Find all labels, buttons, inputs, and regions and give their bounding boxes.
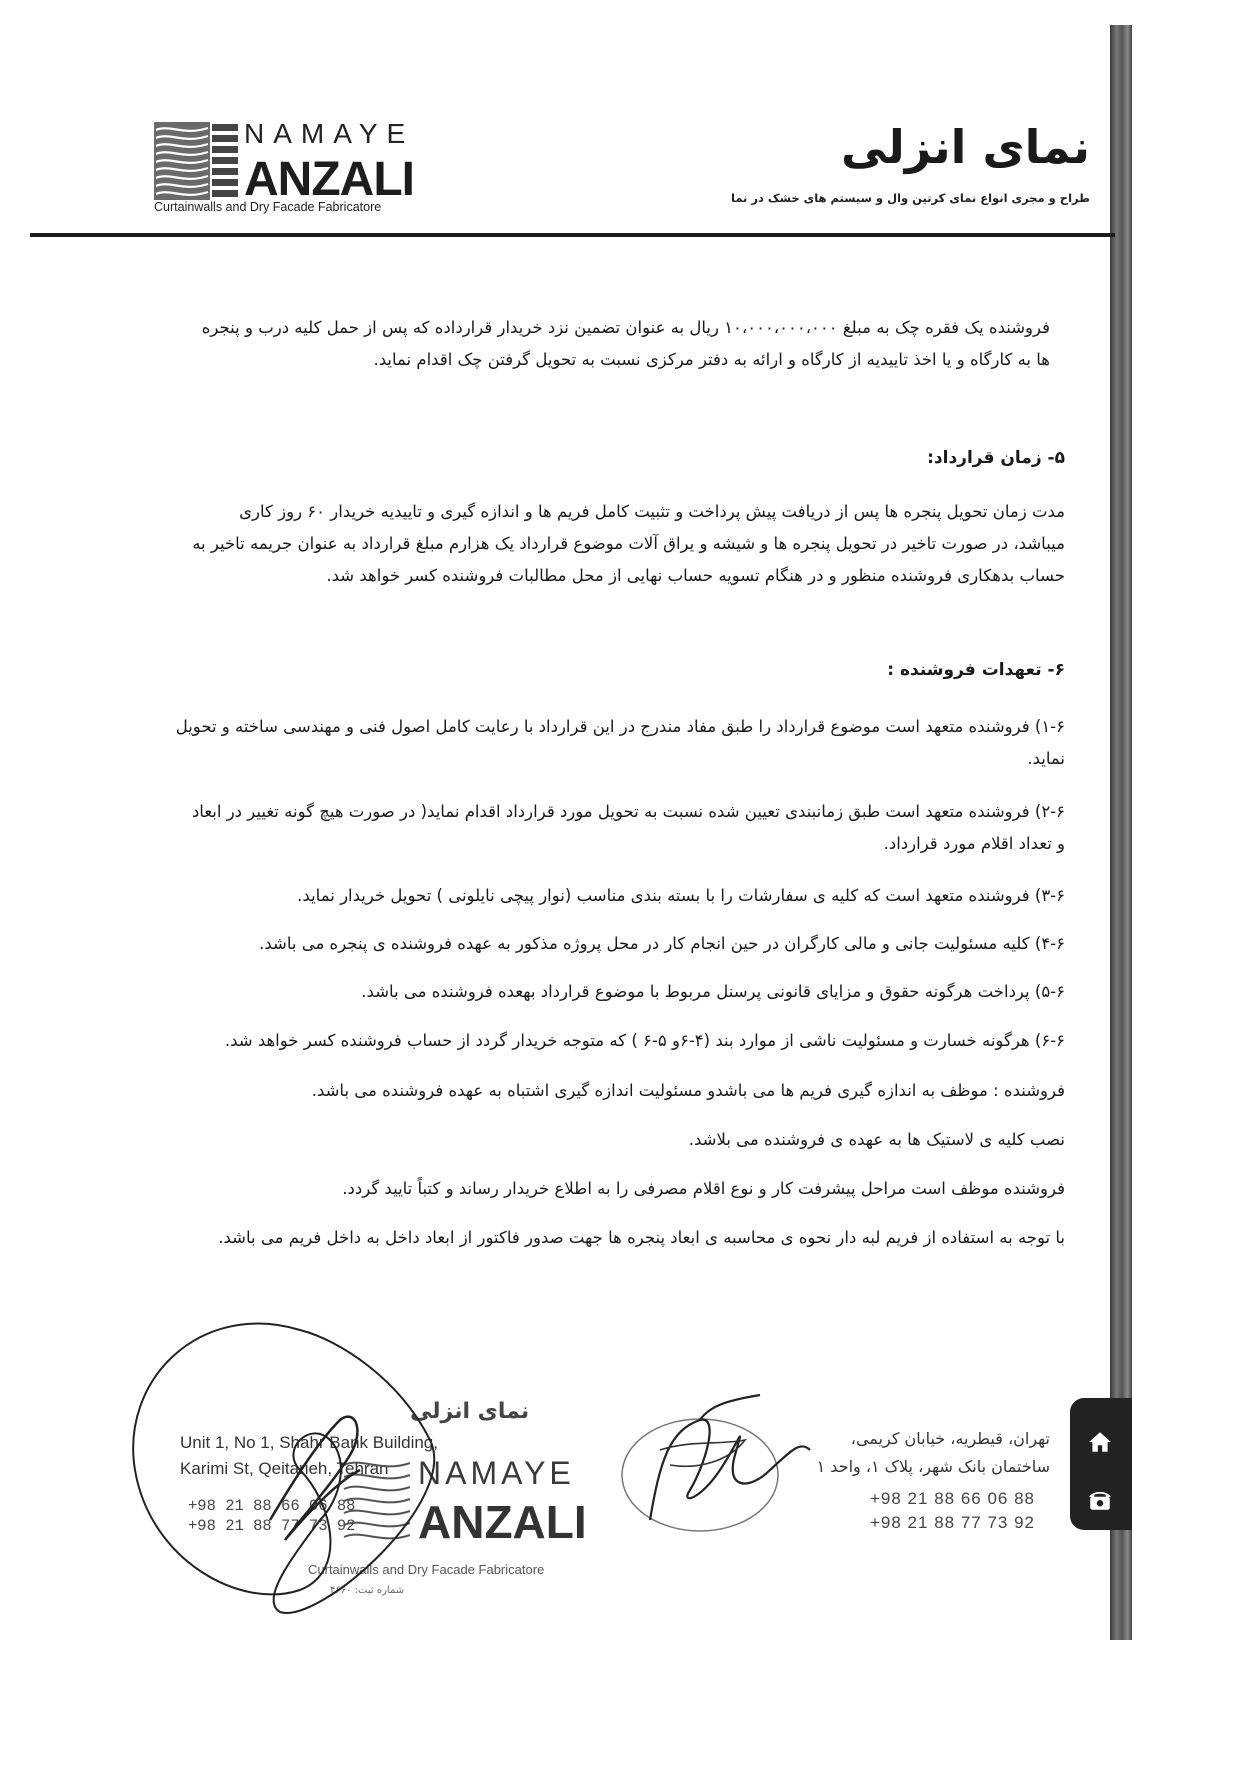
address-line: ساختمان بانک شهر، پلاک ۱، واحد ۱ bbox=[816, 1457, 1050, 1476]
logo-namaye-text: NAMAYE bbox=[244, 118, 415, 149]
intro-line: ها به کارگاه و یا اخذ تاییدیه از کارگاه و ارائه به دفتر مرکزی نسبت به تحویل گرفتن چک اقدام نماید. bbox=[373, 350, 1050, 369]
stamp-circle-right bbox=[622, 1419, 778, 1531]
stamp-reg-number: شماره ثبت: ۴۶۶۰ bbox=[330, 1585, 405, 1596]
item-line: ۲-۶) فروشنده متعهد است طبق زمانبندی تعیین شده نسبت به تحویل مورد قرارداد اقدام نماید( در صورت هیچ گونه تغییر در ابعاد bbox=[191, 802, 1065, 821]
phone-icon[interactable] bbox=[1082, 1482, 1118, 1518]
footer-address-fa bbox=[780, 1425, 1050, 1481]
stamp-namaye-text: NAMAYE bbox=[418, 1455, 575, 1491]
section-6-item-2 bbox=[150, 796, 1065, 860]
section-5-heading: ۵- زمان قرارداد: bbox=[927, 448, 1065, 468]
address-line: Karimi St, Qeitarieh, Tehran bbox=[180, 1459, 389, 1478]
phone-line: +98 21 88 66 06 88 bbox=[870, 1489, 1035, 1508]
section-6-heading: ۶- تعهدات فروشنده : bbox=[887, 660, 1065, 680]
phone-line: +98 21 88 77 73 92 bbox=[870, 1513, 1035, 1532]
signature-right-scribble bbox=[660, 1440, 745, 1466]
section-5-line: حساب بدهکاری فروشنده منظور و در هنگام تسویه حساب نهایی از محل مطالبات فروشنده کسر خواهد شد. bbox=[326, 566, 1065, 585]
stamp-logo-mark-icon bbox=[342, 1455, 412, 1550]
phone-line: +98 21 88 77 73 92 bbox=[188, 1517, 356, 1535]
address-line: Unit 1, No 1, Shahr Bank Building, bbox=[180, 1433, 438, 1452]
intro-line: فروشنده یک فقره چک به مبلغ ۱۰،۰۰۰،۰۰۰،۰۰۰ ریال به عنوان تضمین نزد خریدار قرارداده که پس از حمل کلیه درب و پنجره bbox=[201, 318, 1050, 337]
logo-persian-tagline: طراح و مجری انواع نمای کرتین وال و سیستم های خشک در نما bbox=[731, 191, 1090, 205]
logo-wave-mark-icon bbox=[154, 122, 210, 200]
item-line: و تعداد اقلام مورد قرارداد. bbox=[883, 834, 1065, 853]
section-6-item-6: ۶-۶) هرگونه خسارت و مسئولیت ناشی از موارد بند (۴-۶و ۵-۶ ) که متوجه خریدار گردد از حساب فروشنده کسر خواهد شد. bbox=[224, 1031, 1065, 1050]
address-line: تهران، قیطریه، خیابان کریمی، bbox=[850, 1429, 1050, 1448]
home-icon-glyph bbox=[1087, 1429, 1113, 1455]
footer-phones-fa bbox=[870, 1487, 1035, 1535]
note-progress: فروشنده موظف است مراحل پیشرفت کار و نوع اقلام مصرفی را به اطلاع خریدار رساند و کتباً تایید گردد. bbox=[342, 1179, 1065, 1198]
section-6-item-4: ۴-۶) کلیه مسئولیت جانی و مالی کارگران در حین انجام کار در محل پروژه مذکور به عهده فروشنده ی پنجره می باشد. bbox=[259, 934, 1065, 953]
logo-tagline: Curtainwalls and Dry Facade Fabricatore bbox=[154, 200, 382, 214]
item-line: نماید. bbox=[1027, 749, 1065, 768]
section-6-item-5: ۵-۶) پرداخت هرگونه حقوق و مزایای قانونی پرسنل مربوط با موضوع قرارداد بهعده فروشنده می باشد. bbox=[361, 982, 1065, 1001]
section-6-item-3: ۳-۶) فروشنده متعهد است که کلیه ی سفارشات را با بسته بندی مناسب (نوار پیچی نایلونی ) تحویل خریدار نماید. bbox=[297, 886, 1065, 905]
logo-namaye-anzali bbox=[152, 118, 415, 218]
section-5-line: مدت زمان تحویل پنجره ها پس از دریافت پیش پرداخت و تثبیت کامل فریم ها و اندازه گیری و تاییدیه خریدار ۶۰ روز کاری bbox=[239, 502, 1065, 521]
phone-line: +98 21 88 66 06 88 bbox=[188, 1497, 356, 1515]
note-frame: با توجه به استفاده از فریم لبه دار نحوه ی محاسبه ی ابعاد پنجره ها جهت صدور فاکتور از ابعاد داخل به داخل فریم می باشد. bbox=[218, 1228, 1065, 1247]
item-line: ۱-۶) فروشنده متعهد است موضوع قرارداد را طبق مفاد مندرج در این قرارداد با رعایت کامل اصول فنی و مهندسی ساخته و تحویل bbox=[175, 717, 1065, 736]
note-measurement: فروشنده : موظف به اندازه گیری فریم ها می باشدو مسئولیت اندازه گیری اشتباه به عهده فروشنده می باشد. bbox=[311, 1081, 1065, 1100]
phone-icon-glyph bbox=[1087, 1487, 1113, 1513]
company-stamp bbox=[300, 1395, 600, 1615]
logo-persian-name: نمای انزلی bbox=[840, 120, 1090, 174]
logo-stripes-icon bbox=[210, 122, 240, 200]
note-rubber: نصب کلیه ی لاستیک ها به عهده ی فروشنده می بلاشد. bbox=[688, 1130, 1065, 1149]
header-divider bbox=[30, 233, 1115, 237]
section-5-paragraph bbox=[150, 496, 1065, 592]
stamp-anzali-text: ANZALI bbox=[418, 1496, 587, 1548]
stamp-tagline: Curtainwalls and Dry Facade Fabricatore bbox=[308, 1562, 545, 1577]
section-5-line: میباشد، در صورت تاخیر در تحویل پنجره ها و شیشه و یراق آلات موضوع قرارداد یک هزارم مبلغ قرارداد به عنوان جریمه تاخیر به bbox=[192, 534, 1065, 553]
intro-paragraph bbox=[150, 312, 1050, 376]
section-6-item-1 bbox=[150, 711, 1065, 775]
logo-anzali-text: ANZALI bbox=[244, 153, 414, 206]
stamp-persian-name: نمای انزلی bbox=[410, 1399, 530, 1424]
home-icon[interactable] bbox=[1082, 1424, 1118, 1460]
